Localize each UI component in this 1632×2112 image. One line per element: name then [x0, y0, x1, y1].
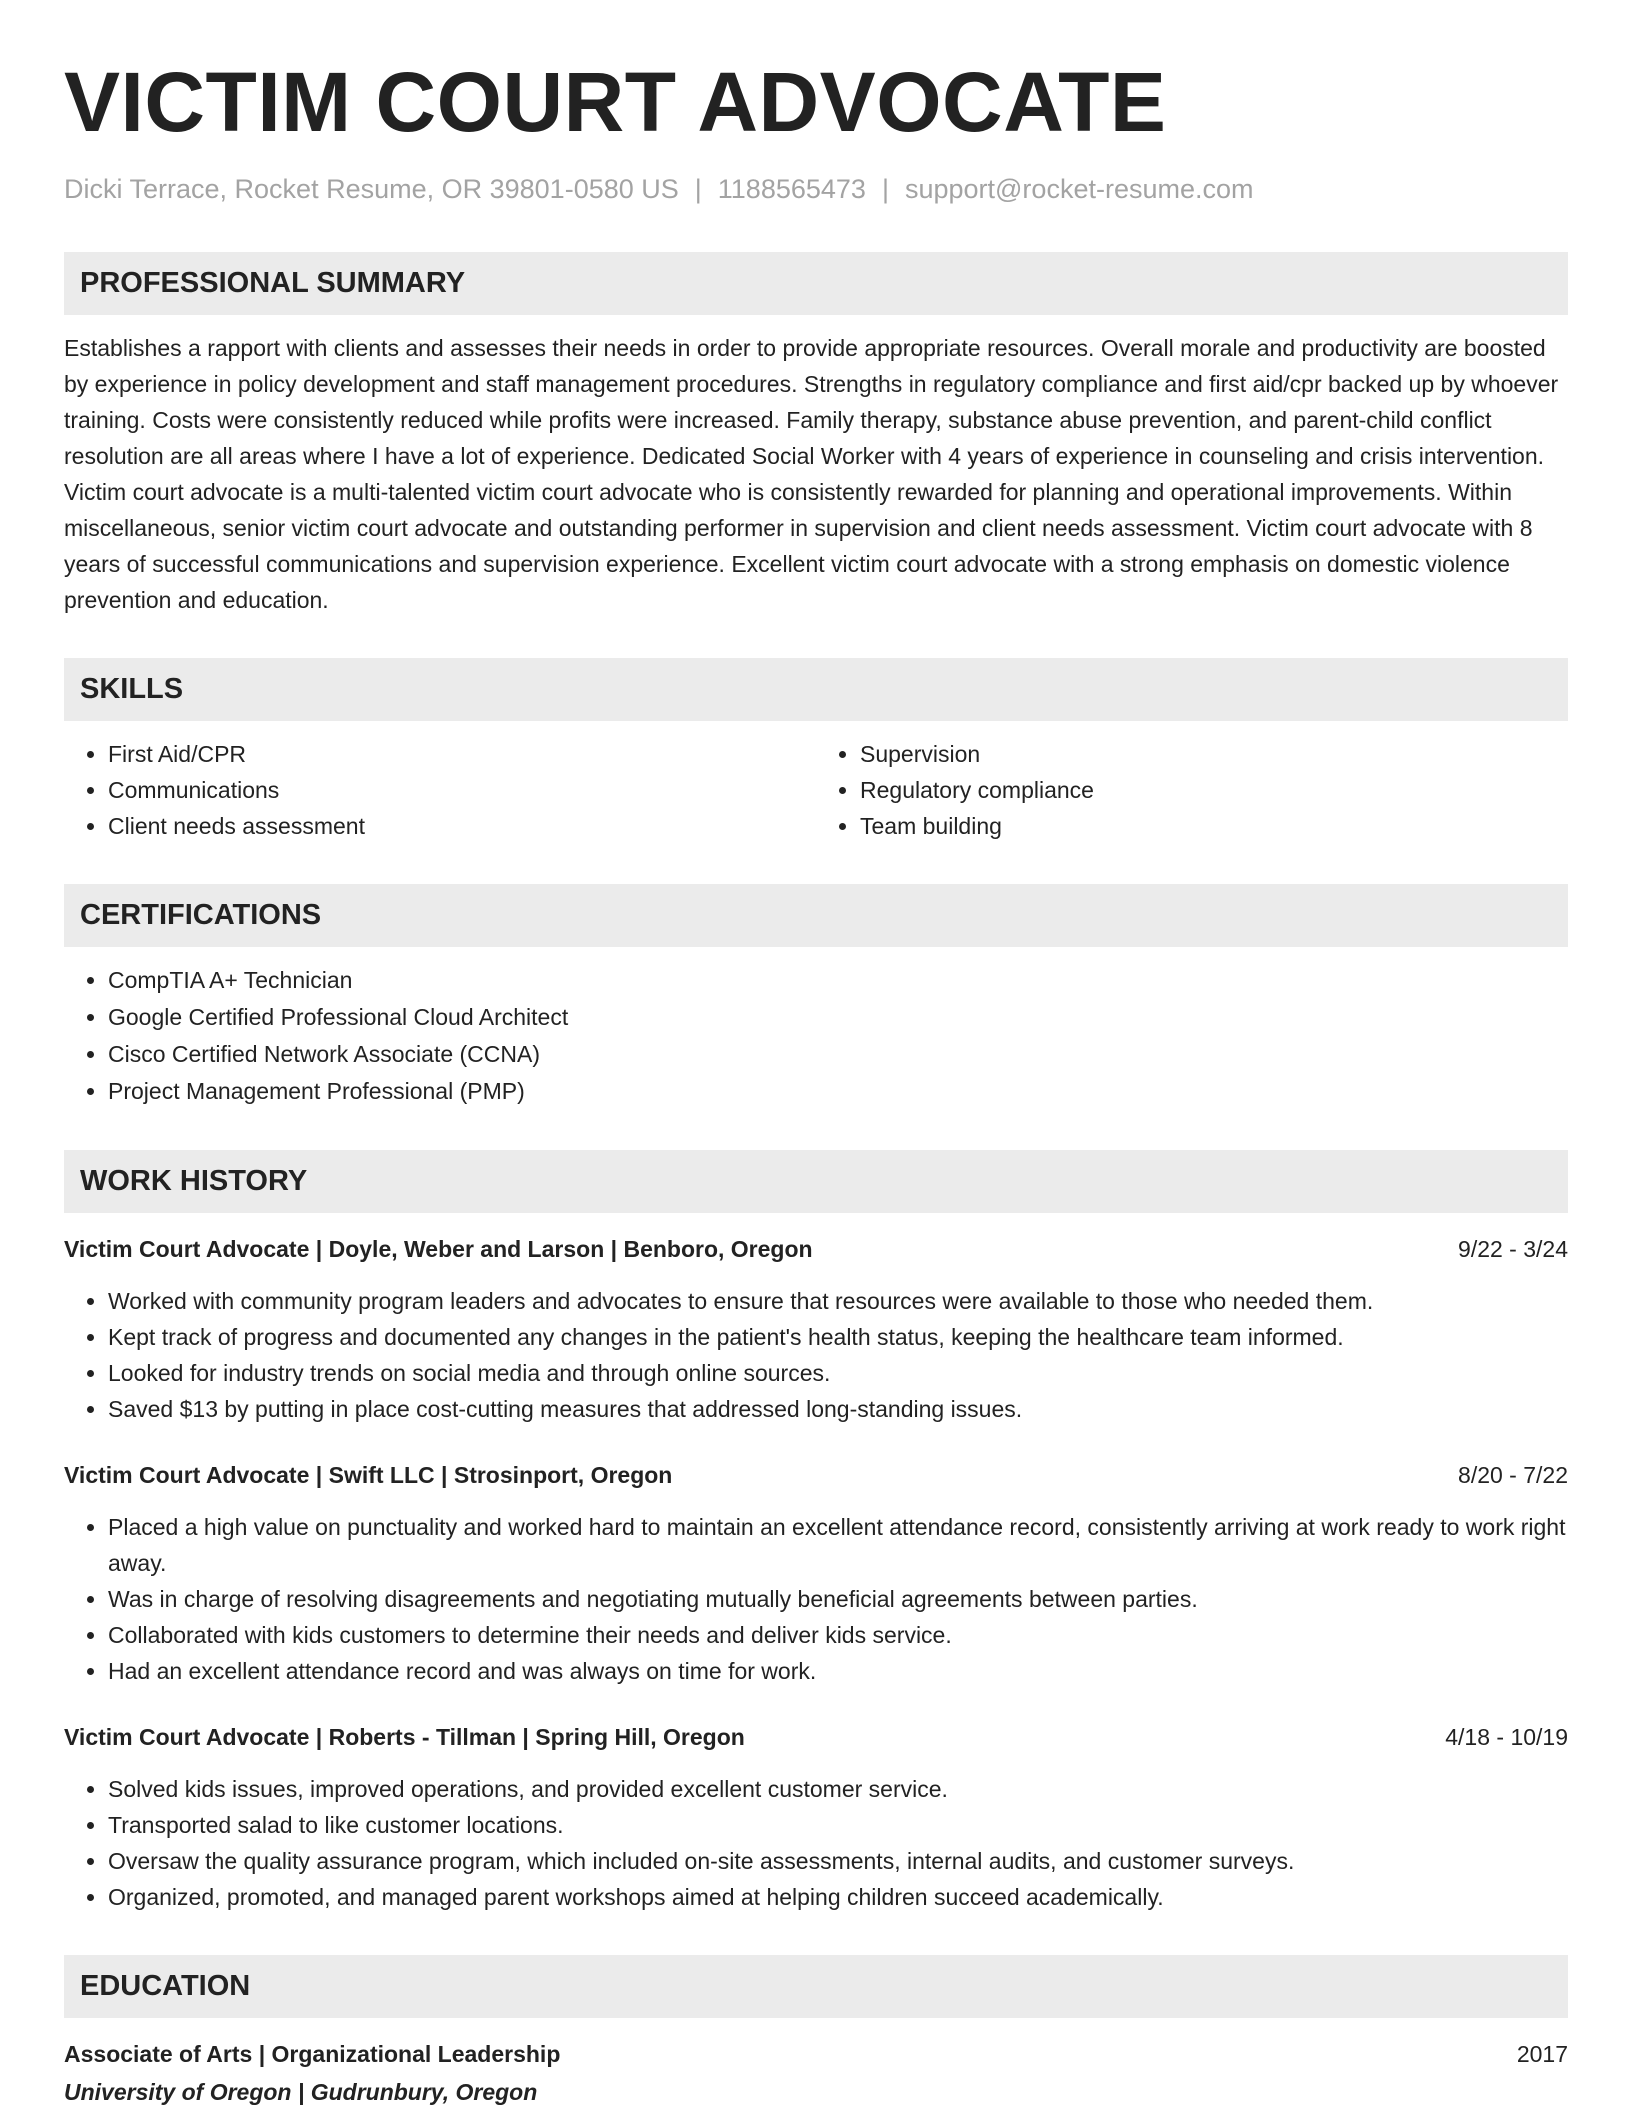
candidate-name: VICTIM COURT ADVOCATE: [64, 55, 1167, 149]
section-heading-summary: PROFESSIONAL SUMMARY: [64, 252, 1568, 315]
job-bullet: • Saved $13 by putting in place cost-cutting measures that addressed long-standing issues.: [108, 1391, 1568, 1427]
skill-item: • Team building: [860, 808, 1568, 844]
skills-list: [64, 736, 1568, 844]
skill-item: • Communications: [108, 772, 816, 808]
certifications-list: [64, 962, 1568, 1110]
job-bullet: • Collaborated with kids customers to determine their needs and deliver kids service.: [108, 1617, 1568, 1653]
job-bullets: [64, 1509, 1568, 1689]
contact-phone: 1188565473: [717, 174, 866, 204]
job-header: [64, 1719, 1568, 1755]
certification-item: • Cisco Certified Network Associate (CCNA): [108, 1036, 1568, 1073]
job-dates: 9/22 - 3/24: [1458, 1236, 1568, 1262]
skill-item: • First Aid/CPR: [108, 736, 816, 772]
education-school: University of Oregon | Gudrunbury, Oregon: [64, 2079, 538, 2105]
contact-email: support@rocket-resume.com: [904, 174, 1254, 204]
job-bullet: • Solved kids issues, improved operations, and provided excellent customer service.: [108, 1771, 1568, 1807]
contact-address: Dicki Terrace, Rocket Resume, OR 39801-0580 US: [64, 174, 679, 204]
skill-item: • Regulatory compliance: [860, 772, 1568, 808]
section-heading-certifications: CERTIFICATIONS: [64, 884, 1568, 947]
job-bullet: • Oversaw the quality assurance program, which included on-site assessments, internal audits, and customer surveys.: [108, 1843, 1568, 1879]
certification-item: • Project Management Professional (PMP): [108, 1073, 1568, 1110]
contact-line: [64, 172, 1568, 206]
certification-item: • CompTIA A+ Technician: [108, 962, 1568, 999]
contact-separator: |: [694, 174, 702, 204]
skills-column-right: [816, 736, 1568, 844]
job-dates: 8/20 - 7/22: [1458, 1462, 1568, 1488]
job-bullets: [64, 1771, 1568, 1915]
job-entry: [64, 1457, 1568, 1689]
summary-text: Establishes a rapport with clients and assesses their needs in order to provide appropriate resources. Overall morale and productivity are boosted by experience in policy development and staff management procedures. Strengths in regulatory compliance and first aid/cpr backed up by whoever training. Costs were consistently reduced while profits were increased. Family therapy, substance abuse prevention, and parent-child conflict resolution are all areas where I have a lot of experience. Dedicated Social Worker with 4 years of experience in counseling and crisis intervention. Victim court advocate is a multi-talented victim court advocate who is consistently rewarded for planning and operational improvements. Within miscellaneous, senior victim court advocate and outstanding performer in supervision and client needs assessment. Victim court advocate with 8 years of successful communications and supervision experience. Excellent victim court advocate with a strong emphasis on domestic violence prevention and education.: [64, 335, 1559, 613]
job-header: [64, 1457, 1568, 1493]
job-entry: [64, 1719, 1568, 1915]
job-header: [64, 1231, 1568, 1267]
job-title: Victim Court Advocate | Roberts - Tillman | Spring Hill, Oregon: [64, 1724, 745, 1750]
job-entry: [64, 1231, 1568, 1427]
section-heading-work-history: WORK HISTORY: [64, 1150, 1568, 1213]
job-bullet: • Transported salad to like customer locations.: [108, 1807, 1568, 1843]
certification-item: • Google Certified Professional Cloud Architect: [108, 999, 1568, 1036]
job-bullet: • Looked for industry trends on social media and through online sources.: [108, 1355, 1568, 1391]
education-degree: Associate of Arts | Organizational Leadership: [64, 2041, 561, 2067]
job-title: Victim Court Advocate | Swift LLC | Strosinport, Oregon: [64, 1462, 673, 1488]
section-heading-education: EDUCATION: [64, 1955, 1568, 2018]
job-bullet: • Worked with community program leaders and advocates to ensure that resources were available to those who needed them.: [108, 1283, 1568, 1319]
education-entry: [64, 2036, 1568, 2110]
skills-column-left: [64, 736, 816, 844]
job-title: Victim Court Advocate | Doyle, Weber and Larson | Benboro, Oregon: [64, 1236, 813, 1262]
skill-item: • Supervision: [860, 736, 1568, 772]
job-dates: 4/18 - 10/19: [1445, 1724, 1568, 1750]
section-heading-skills: SKILLS: [64, 658, 1568, 721]
education-header: [64, 2036, 1568, 2072]
contact-separator: |: [881, 174, 889, 204]
job-bullet: • Had an excellent attendance record and was always on time for work.: [108, 1653, 1568, 1689]
job-bullet: • Organized, promoted, and managed parent workshops aimed at helping children succeed academically.: [108, 1879, 1568, 1915]
job-bullets: [64, 1283, 1568, 1427]
job-bullet: • Placed a high value on punctuality and worked hard to maintain an excellent attendance record, consistently arriving at work ready to work right away.: [108, 1509, 1568, 1581]
job-bullet: • Was in charge of resolving disagreements and negotiating mutually beneficial agreements between parties.: [108, 1581, 1568, 1617]
job-bullet: • Kept track of progress and documented any changes in the patient's health status, keeping the healthcare team informed.: [108, 1319, 1568, 1355]
skill-item: • Client needs assessment: [108, 808, 816, 844]
education-year: 2017: [1516, 2041, 1568, 2067]
